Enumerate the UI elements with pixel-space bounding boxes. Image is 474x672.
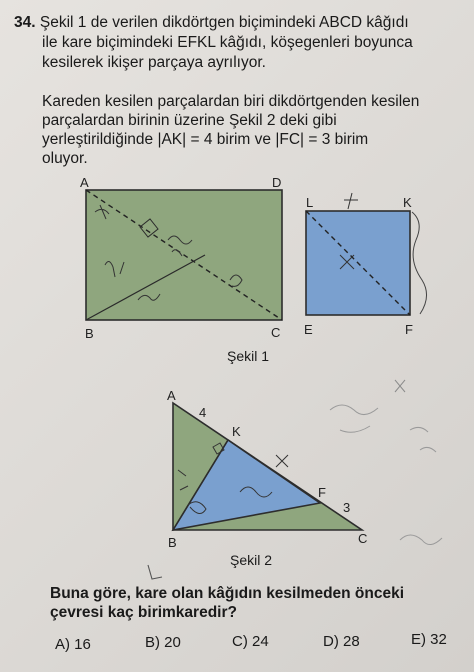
option-a[interactable] [55,636,91,653]
label-e: E [304,322,313,337]
option-d-letter: D) [323,633,339,650]
option-d[interactable] [323,633,360,650]
question-line-5: parçalardan birinin üzerine Şekil 2 deki gibi [42,112,337,129]
handwritten-side-curve [412,212,427,314]
prompt-line-1: Buna göre, kare olan kâğıdın kesilmeden önceki [50,585,405,602]
handwritten-plus [344,193,358,209]
option-c[interactable] [232,633,269,650]
option-c-letter: C) [232,633,248,650]
question-text-1: Şekil 1 de verilen dikdörtgen biçimindeki ABCD kâğıdı [39,14,409,31]
label-c-fig2: C [358,531,368,546]
label-c-fig1: C [271,325,281,340]
handwritten-margin-notes-2 [410,427,436,452]
handwritten-x-mark-2 [276,455,288,467]
question-number: 34. [14,14,36,31]
option-e-value: 32 [430,631,447,648]
question-line-2: ile kare biçimindeki EFKL kâğıdı, köşegenleri boyunca [42,34,413,51]
option-b-value: 20 [164,634,181,651]
label-f-fig1: F [405,322,413,337]
label-k-fig2: K [232,424,241,439]
label-l: L [306,195,314,210]
handwritten-margin-notes-3 [400,535,442,545]
question-line-3: kesilerek ikişer parçaya ayrılıyor. [42,54,266,71]
label-a-fig1: A [80,175,89,190]
label-k-fig1: K [403,195,412,210]
label-a-fig2: A [167,388,176,403]
option-b[interactable] [145,634,181,651]
option-e-letter: E) [411,631,426,648]
option-d-value: 28 [343,633,360,650]
label-ak-value: 4 [199,405,207,420]
handwritten-x-mark-3 [395,380,405,392]
question-line-6: yerleştirildiğinde |AK| = 4 birim ve |FC| = 3 birim [42,131,369,148]
option-a-letter: A) [55,636,70,653]
label-d-fig1: D [272,175,282,190]
handwritten-margin-notes [330,405,378,432]
caption-figure-1: Şekil 1 [227,348,270,364]
prompt-line-2: çevresi kaç birimkaredir? [50,604,237,621]
option-b-letter: B) [145,634,160,651]
option-a-value: 16 [74,636,91,653]
label-b-fig1: B [85,326,94,341]
label-f-fig2: F [318,485,326,500]
caption-figure-2: Şekil 2 [230,552,273,568]
question-line-4: Kareden kesilen parçalardan biri dikdörtgenden kesilen [42,93,420,110]
option-c-value: 24 [252,633,269,650]
question-line-7: oluyor. [42,150,88,167]
handwritten-mark-l [148,565,162,579]
label-fc-value: 3 [343,500,351,515]
option-e[interactable] [411,631,447,648]
label-b-fig2: B [168,535,177,550]
